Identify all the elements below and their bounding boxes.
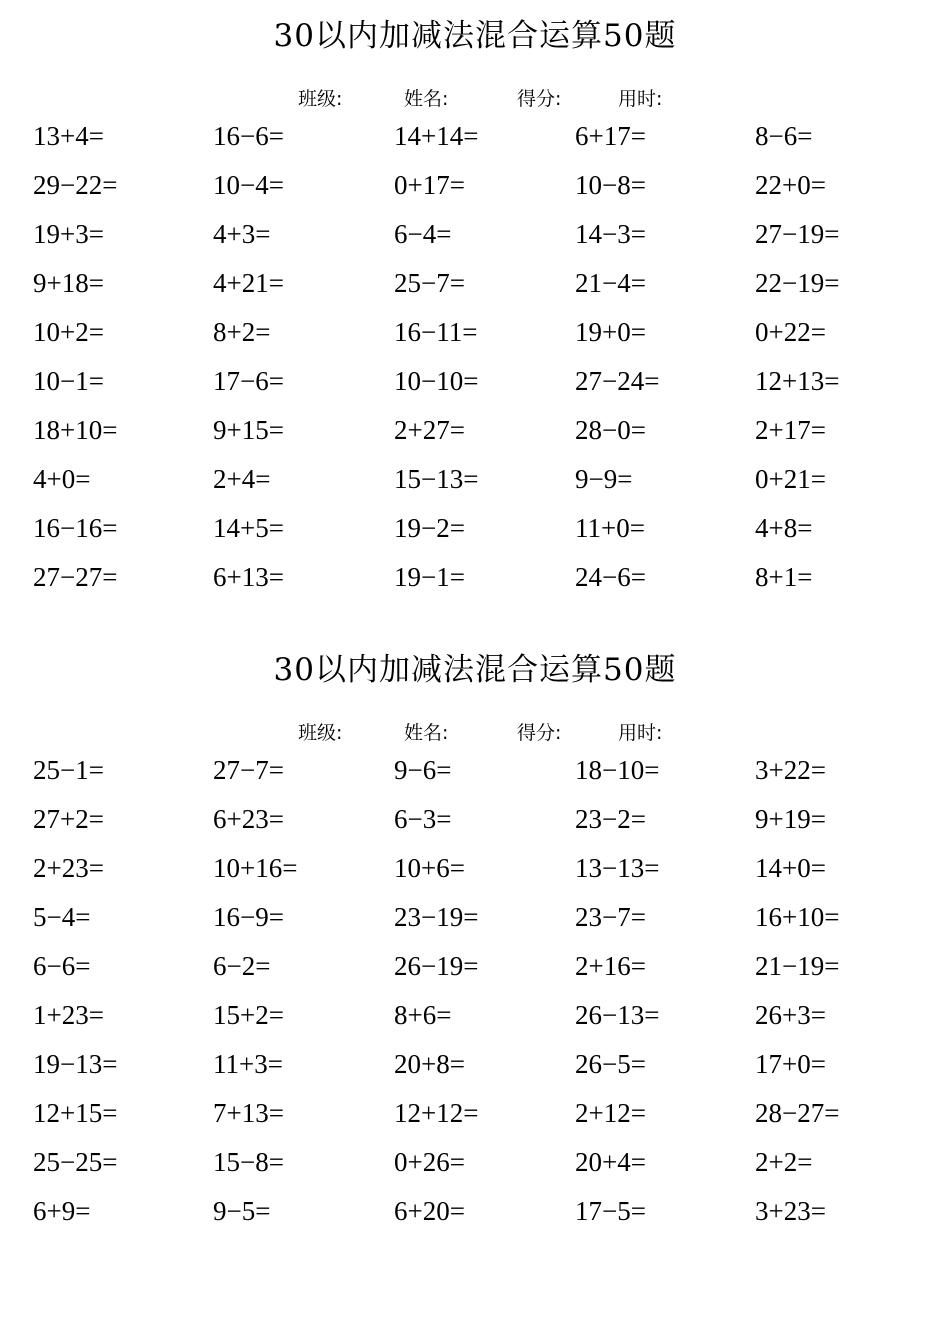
math-problem: 12+15=	[33, 1098, 118, 1128]
math-problem: 23−19=	[394, 902, 479, 932]
math-problem: 18+10=	[33, 415, 118, 445]
math-problem: 16−6=	[213, 121, 284, 151]
worksheet-title: 30以内加减法混合运算50题	[273, 18, 677, 54]
math-problem: 9+19=	[755, 804, 826, 834]
math-problem: 8+1=	[755, 562, 813, 592]
math-problem: 25−7=	[394, 268, 465, 298]
math-problem: 0+26=	[394, 1147, 465, 1177]
math-problem: 0+21=	[755, 464, 826, 494]
time-label: 用时:	[618, 88, 663, 110]
math-problem: 2+23=	[33, 853, 104, 883]
math-problem: 20+4=	[575, 1147, 646, 1177]
math-problem: 19−13=	[33, 1049, 118, 1079]
math-problem: 18−10=	[575, 755, 660, 785]
math-problem: 17−5=	[575, 1196, 646, 1226]
math-problem: 0+17=	[394, 170, 465, 200]
score-label: 得分:	[517, 722, 562, 744]
math-problem: 14−3=	[575, 219, 646, 249]
math-problem: 19−2=	[394, 513, 465, 543]
math-problem: 1+23=	[33, 1000, 104, 1030]
math-problem: 14+14=	[394, 121, 479, 151]
math-problem: 6+9=	[33, 1196, 91, 1226]
math-problem: 24−6=	[575, 562, 646, 592]
math-problem: 2+12=	[575, 1098, 646, 1128]
math-problem: 27−19=	[755, 219, 840, 249]
math-problem: 6+23=	[213, 804, 284, 834]
math-problem: 6−4=	[394, 219, 452, 249]
math-problem: 4+3=	[213, 219, 271, 249]
math-problem: 19+3=	[33, 219, 104, 249]
class-label: 班级:	[298, 88, 343, 110]
math-problem: 9−9=	[575, 464, 633, 494]
math-problem: 9−5=	[213, 1196, 271, 1226]
math-problem: 25−25=	[33, 1147, 118, 1177]
math-problem: 2+16=	[575, 951, 646, 981]
math-problem: 8−6=	[755, 121, 813, 151]
math-problem: 14+5=	[213, 513, 284, 543]
math-problem: 10−1=	[33, 366, 104, 396]
math-problem: 14+0=	[755, 853, 826, 883]
math-problem: 29−22=	[33, 170, 118, 200]
worksheet-title: 30以内加减法混合运算50题	[273, 652, 677, 688]
math-problem: 7+13=	[213, 1098, 284, 1128]
math-problem: 2+4=	[213, 464, 271, 494]
math-problem: 2+27=	[394, 415, 465, 445]
math-problem: 27+2=	[33, 804, 104, 834]
math-problem: 8+2=	[213, 317, 271, 347]
math-problem: 10−10=	[394, 366, 479, 396]
math-problem: 11+3=	[213, 1049, 283, 1079]
math-problem: 16+10=	[755, 902, 840, 932]
math-problem: 13+4=	[33, 121, 104, 151]
math-problem: 21−19=	[755, 951, 840, 981]
math-problem: 6−2=	[213, 951, 271, 981]
math-problem: 12+13=	[755, 366, 840, 396]
math-problem: 2+17=	[755, 415, 826, 445]
math-problem: 21−4=	[575, 268, 646, 298]
math-problem: 25−1=	[33, 755, 104, 785]
math-problem: 26−13=	[575, 1000, 660, 1030]
math-problem: 27−27=	[33, 562, 118, 592]
math-problem: 10+6=	[394, 853, 465, 883]
math-problem: 28−0=	[575, 415, 646, 445]
time-label: 用时:	[618, 722, 663, 744]
math-problem: 26−19=	[394, 951, 479, 981]
math-problem: 23−7=	[575, 902, 646, 932]
math-problem: 15+2=	[213, 1000, 284, 1030]
math-problem: 26+3=	[755, 1000, 826, 1030]
math-problem: 16−16=	[33, 513, 118, 543]
math-problem: 17−6=	[213, 366, 284, 396]
math-problem: 13−13=	[575, 853, 660, 883]
math-problem: 9+18=	[33, 268, 104, 298]
math-problem: 26−5=	[575, 1049, 646, 1079]
class-label: 班级:	[298, 722, 343, 744]
name-label: 姓名:	[404, 88, 449, 110]
math-problem: 6+17=	[575, 121, 646, 151]
math-problem: 10−4=	[213, 170, 284, 200]
math-problem: 6−6=	[33, 951, 91, 981]
math-problem: 20+8=	[394, 1049, 465, 1079]
math-problem: 0+22=	[755, 317, 826, 347]
math-problem: 22+0=	[755, 170, 826, 200]
math-problem: 19+0=	[575, 317, 646, 347]
math-problem: 19−1=	[394, 562, 465, 592]
math-problem: 15−13=	[394, 464, 479, 494]
math-problem: 3+22=	[755, 755, 826, 785]
math-problem: 17+0=	[755, 1049, 826, 1079]
math-problem: 22−19=	[755, 268, 840, 298]
math-problem: 6−3=	[394, 804, 452, 834]
math-problem: 2+2=	[755, 1147, 813, 1177]
math-problem: 4+21=	[213, 268, 284, 298]
math-problem: 4+8=	[755, 513, 813, 543]
math-problem: 9−6=	[394, 755, 452, 785]
math-problem: 16−9=	[213, 902, 284, 932]
math-problem: 6+20=	[394, 1196, 465, 1226]
math-problem: 23−2=	[575, 804, 646, 834]
math-problem: 28−27=	[755, 1098, 840, 1128]
math-problem: 3+23=	[755, 1196, 826, 1226]
math-problem: 10−8=	[575, 170, 646, 200]
math-problem: 27−7=	[213, 755, 284, 785]
math-problem: 5−4=	[33, 902, 91, 932]
math-problem: 6+13=	[213, 562, 284, 592]
math-problem: 4+0=	[33, 464, 91, 494]
math-problem: 16−11=	[394, 317, 478, 347]
math-problem: 9+15=	[213, 415, 284, 445]
math-problem: 12+12=	[394, 1098, 479, 1128]
score-label: 得分:	[517, 88, 562, 110]
math-problem: 10+16=	[213, 853, 298, 883]
math-problem: 11+0=	[575, 513, 645, 543]
math-problem: 8+6=	[394, 1000, 452, 1030]
name-label: 姓名:	[404, 722, 449, 744]
math-problem: 27−24=	[575, 366, 660, 396]
math-problem: 10+2=	[33, 317, 104, 347]
math-problem: 15−8=	[213, 1147, 284, 1177]
